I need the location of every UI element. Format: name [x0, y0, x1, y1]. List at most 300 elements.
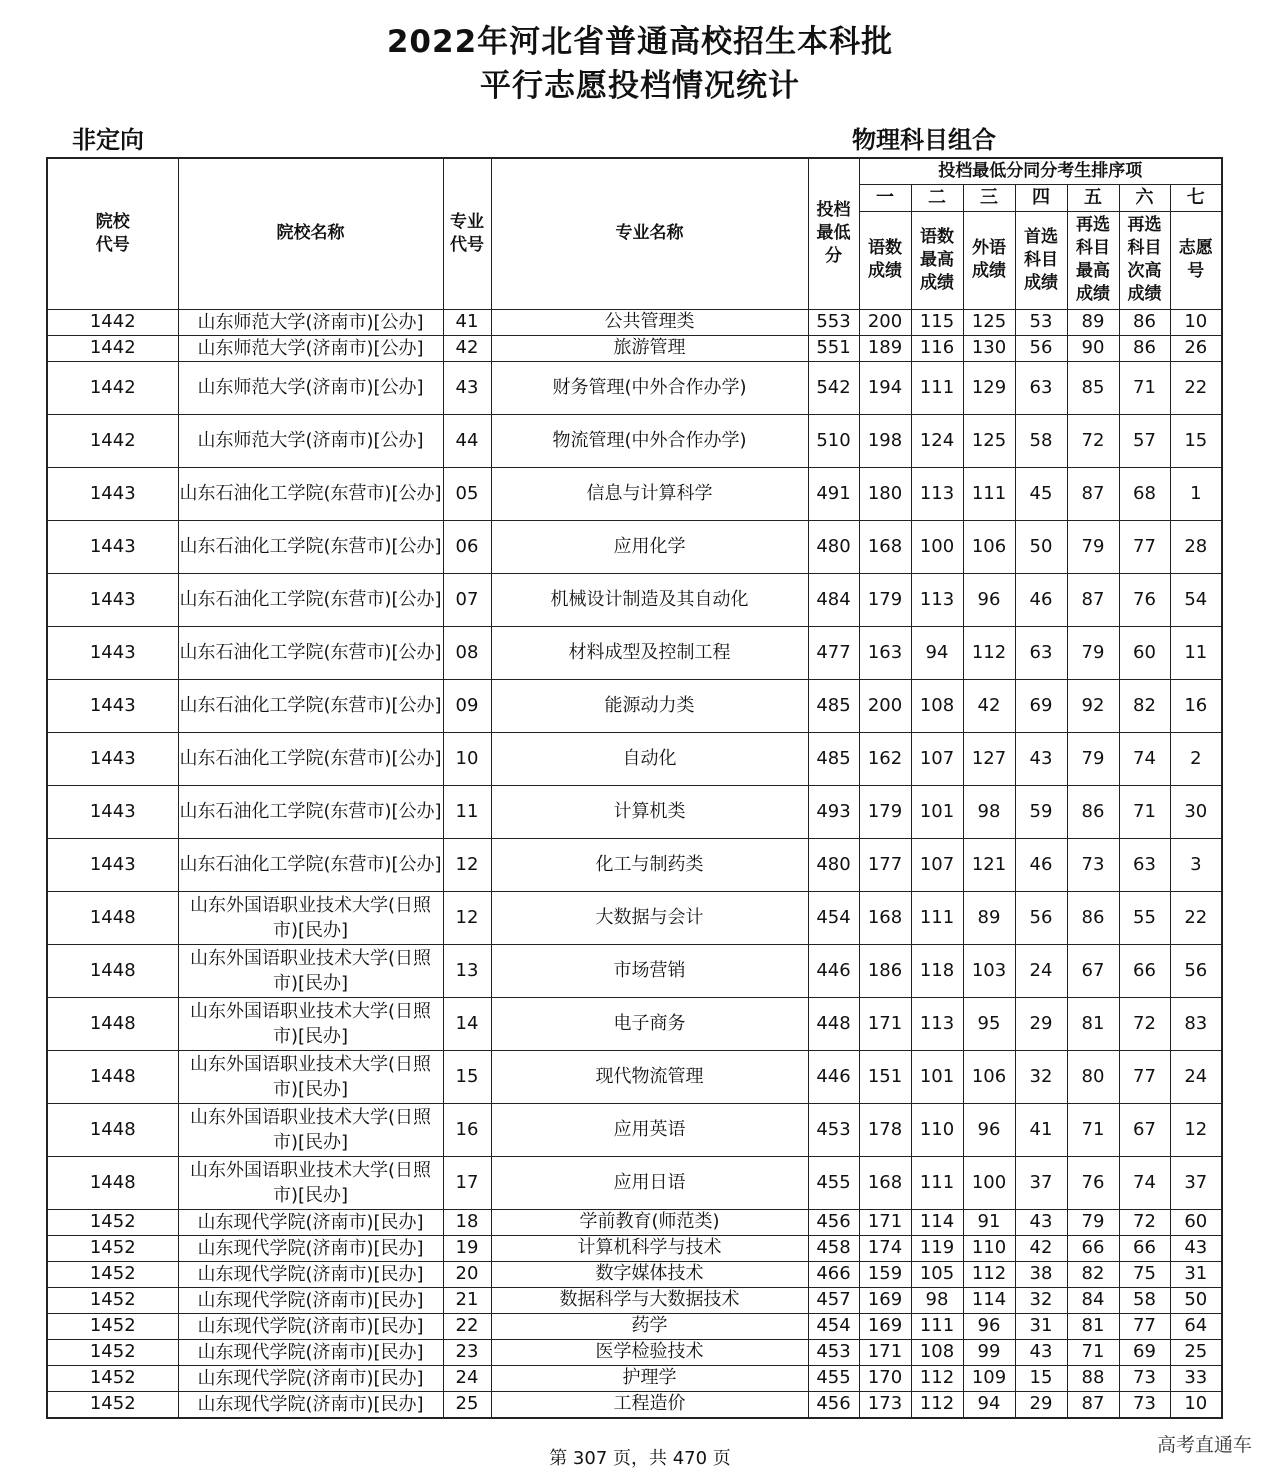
score-first-subject-cell: 29 — [1015, 1391, 1067, 1418]
admission-table — [46, 157, 1223, 1419]
min-score-cell: 458 — [808, 1235, 859, 1261]
score-first-subject-cell: 32 — [1015, 1050, 1067, 1103]
score-chinese-math-max-cell: 108 — [911, 679, 963, 732]
major-code-cell: 25 — [443, 1391, 491, 1418]
school-name-cell: 山东现代学院(济南市)[民办] — [178, 1261, 443, 1287]
school-name-cell: 山东现代学院(济南市)[民办] — [178, 1391, 443, 1418]
score-foreign-lang-cell: 125 — [963, 309, 1015, 335]
score-chinese-math-cell: 168 — [859, 1156, 911, 1209]
school-code-cell: 1443 — [47, 679, 178, 732]
page-title-line2: 平行志愿投档情况统计 — [480, 68, 800, 104]
score-foreign-lang-cell: 112 — [963, 1261, 1015, 1287]
school-code-cell: 1443 — [47, 626, 178, 679]
score-second-subject-max-cell: 72 — [1067, 414, 1119, 467]
school-name-cell: 山东外国语职业技术大学(日照市)[民办] — [178, 1156, 443, 1209]
score-chinese-math-max-cell: 101 — [911, 785, 963, 838]
score-first-subject-cell: 15 — [1015, 1365, 1067, 1391]
preference-number-cell: 16 — [1170, 679, 1222, 732]
major-code-cell: 20 — [443, 1261, 491, 1287]
table-row — [47, 414, 1222, 467]
school-code-cell: 1448 — [47, 891, 178, 944]
major-code-cell: 12 — [443, 838, 491, 891]
preference-number-cell: 54 — [1170, 573, 1222, 626]
preference-number-cell: 64 — [1170, 1313, 1222, 1339]
score-second-subject-max-cell: 92 — [1067, 679, 1119, 732]
school-name-cell: 山东石油化工学院(东营市)[公办] — [178, 467, 443, 520]
major-code-cell: 22 — [443, 1313, 491, 1339]
min-score-cell: 455 — [808, 1365, 859, 1391]
score-second-subject-max-cell: 85 — [1067, 361, 1119, 414]
table-row — [47, 1365, 1222, 1391]
score-chinese-math-cell: 159 — [859, 1261, 911, 1287]
major-code-cell: 08 — [443, 626, 491, 679]
score-first-subject-cell: 24 — [1015, 944, 1067, 997]
category-label: 非定向 — [72, 126, 144, 154]
min-score-cell: 453 — [808, 1103, 859, 1156]
score-chinese-math-cell: 180 — [859, 467, 911, 520]
preference-number-cell: 3 — [1170, 838, 1222, 891]
score-second-subject-max-cell: 87 — [1067, 467, 1119, 520]
score-foreign-lang-cell: 112 — [963, 626, 1015, 679]
preference-number-cell: 56 — [1170, 944, 1222, 997]
min-score-cell: 553 — [808, 309, 859, 335]
score-second-subject-max-cell: 79 — [1067, 1209, 1119, 1235]
school-name-cell: 山东外国语职业技术大学(日照市)[民办] — [178, 1103, 443, 1156]
score-first-subject-cell: 58 — [1015, 414, 1067, 467]
min-score-cell: 446 — [808, 1050, 859, 1103]
school-code-cell: 1443 — [47, 732, 178, 785]
min-score-cell: 484 — [808, 573, 859, 626]
table-row — [47, 1287, 1222, 1313]
score-first-subject-cell: 69 — [1015, 679, 1067, 732]
school-name-cell: 山东石油化工学院(东营市)[公办] — [178, 626, 443, 679]
score-chinese-math-max-cell: 113 — [911, 467, 963, 520]
score-chinese-math-cell: 163 — [859, 626, 911, 679]
page-footer: 第 307 页，共 470 页 — [549, 1448, 731, 1469]
score-chinese-math-cell: 171 — [859, 1209, 911, 1235]
school-name-cell: 山东现代学院(济南市)[民办] — [178, 1313, 443, 1339]
school-code-cell: 1448 — [47, 1103, 178, 1156]
major-code-cell: 19 — [443, 1235, 491, 1261]
score-chinese-math-cell: 170 — [859, 1365, 911, 1391]
school-code-cell: 1443 — [47, 520, 178, 573]
major-code-cell: 44 — [443, 414, 491, 467]
header-tiebreak-num: 三 — [963, 184, 1015, 211]
min-score-cell: 448 — [808, 997, 859, 1050]
score-chinese-math-max-cell: 119 — [911, 1235, 963, 1261]
school-code-cell: 1452 — [47, 1365, 178, 1391]
header-tiebreak-item: 语数最高成绩 — [911, 211, 963, 309]
score-first-subject-cell: 46 — [1015, 573, 1067, 626]
score-second-subject-next-cell: 66 — [1119, 944, 1170, 997]
min-score-cell: 485 — [808, 732, 859, 785]
min-score-cell: 456 — [808, 1209, 859, 1235]
score-second-subject-next-cell: 55 — [1119, 891, 1170, 944]
table-row — [47, 944, 1222, 997]
header-tiebreak-item: 首选科目成绩 — [1015, 211, 1067, 309]
table-row — [47, 891, 1222, 944]
school-code-cell: 1442 — [47, 361, 178, 414]
school-name-cell: 山东石油化工学院(东营市)[公办] — [178, 732, 443, 785]
school-code-cell: 1448 — [47, 1156, 178, 1209]
major-code-cell: 07 — [443, 573, 491, 626]
table-row — [47, 520, 1222, 573]
score-first-subject-cell: 43 — [1015, 1209, 1067, 1235]
header-tiebreak-num: 四 — [1015, 184, 1067, 211]
score-foreign-lang-cell: 111 — [963, 467, 1015, 520]
score-chinese-math-cell: 171 — [859, 997, 911, 1050]
score-first-subject-cell: 63 — [1015, 626, 1067, 679]
major-code-cell: 42 — [443, 335, 491, 361]
school-code-cell: 1448 — [47, 997, 178, 1050]
header-tiebreak-group: 投档最低分同分考生排序项 — [859, 158, 1222, 184]
preference-number-cell: 2 — [1170, 732, 1222, 785]
table-row — [47, 1103, 1222, 1156]
preference-number-cell: 37 — [1170, 1156, 1222, 1209]
score-first-subject-cell: 37 — [1015, 1156, 1067, 1209]
preference-number-cell: 1 — [1170, 467, 1222, 520]
score-foreign-lang-cell: 42 — [963, 679, 1015, 732]
major-code-cell: 43 — [443, 361, 491, 414]
school-code-cell: 1443 — [47, 785, 178, 838]
score-second-subject-max-cell: 88 — [1067, 1365, 1119, 1391]
score-second-subject-next-cell: 71 — [1119, 361, 1170, 414]
school-code-cell: 1448 — [47, 1050, 178, 1103]
score-chinese-math-max-cell: 111 — [911, 1313, 963, 1339]
school-name-cell: 山东师范大学(济南市)[公办] — [178, 361, 443, 414]
score-chinese-math-cell: 189 — [859, 335, 911, 361]
score-chinese-math-cell: 162 — [859, 732, 911, 785]
score-foreign-lang-cell: 110 — [963, 1235, 1015, 1261]
min-score-cell: 480 — [808, 520, 859, 573]
score-chinese-math-cell: 171 — [859, 1339, 911, 1365]
score-second-subject-next-cell: 67 — [1119, 1103, 1170, 1156]
major-name-cell: 现代物流管理 — [491, 1050, 808, 1103]
major-name-cell: 物流管理(中外合作办学) — [491, 414, 808, 467]
score-chinese-math-max-cell: 111 — [911, 891, 963, 944]
table-row — [47, 732, 1222, 785]
score-foreign-lang-cell: 103 — [963, 944, 1015, 997]
score-first-subject-cell: 53 — [1015, 309, 1067, 335]
score-second-subject-next-cell: 58 — [1119, 1287, 1170, 1313]
school-code-cell: 1442 — [47, 309, 178, 335]
major-code-cell: 18 — [443, 1209, 491, 1235]
school-code-cell: 1442 — [47, 414, 178, 467]
score-chinese-math-cell: 173 — [859, 1391, 911, 1418]
score-chinese-math-cell: 168 — [859, 891, 911, 944]
score-chinese-math-cell: 168 — [859, 520, 911, 573]
score-second-subject-max-cell: 76 — [1067, 1156, 1119, 1209]
score-first-subject-cell: 56 — [1015, 891, 1067, 944]
score-second-subject-next-cell: 73 — [1119, 1391, 1170, 1418]
major-name-cell: 机械设计制造及其自动化 — [491, 573, 808, 626]
header-tiebreak-item: 再选科目最高成绩 — [1067, 211, 1119, 309]
score-second-subject-max-cell: 89 — [1067, 309, 1119, 335]
major-code-cell: 10 — [443, 732, 491, 785]
score-chinese-math-max-cell: 98 — [911, 1287, 963, 1313]
score-first-subject-cell: 50 — [1015, 520, 1067, 573]
major-name-cell: 化工与制药类 — [491, 838, 808, 891]
school-name-cell: 山东师范大学(济南市)[公办] — [178, 309, 443, 335]
header-tiebreak-num: 二 — [911, 184, 963, 211]
table-row — [47, 361, 1222, 414]
major-name-cell: 计算机科学与技术 — [491, 1235, 808, 1261]
score-second-subject-next-cell: 60 — [1119, 626, 1170, 679]
score-foreign-lang-cell: 125 — [963, 414, 1015, 467]
school-name-cell: 山东现代学院(济南市)[民办] — [178, 1209, 443, 1235]
preference-number-cell: 60 — [1170, 1209, 1222, 1235]
table-row — [47, 309, 1222, 335]
school-name-cell: 山东石油化工学院(东营市)[公办] — [178, 520, 443, 573]
major-name-cell: 电子商务 — [491, 997, 808, 1050]
major-code-cell: 15 — [443, 1050, 491, 1103]
major-name-cell: 自动化 — [491, 732, 808, 785]
score-second-subject-max-cell: 71 — [1067, 1103, 1119, 1156]
school-name-cell: 山东石油化工学院(东营市)[公办] — [178, 838, 443, 891]
score-second-subject-next-cell: 72 — [1119, 997, 1170, 1050]
major-code-cell: 24 — [443, 1365, 491, 1391]
min-score-cell: 485 — [808, 679, 859, 732]
score-second-subject-next-cell: 77 — [1119, 1313, 1170, 1339]
score-first-subject-cell: 59 — [1015, 785, 1067, 838]
header-school-code: 院校代号 — [47, 158, 178, 309]
score-second-subject-max-cell: 86 — [1067, 891, 1119, 944]
score-first-subject-cell: 56 — [1015, 335, 1067, 361]
score-foreign-lang-cell: 129 — [963, 361, 1015, 414]
school-code-cell: 1452 — [47, 1209, 178, 1235]
table-row — [47, 785, 1222, 838]
score-foreign-lang-cell: 109 — [963, 1365, 1015, 1391]
preference-number-cell: 10 — [1170, 1391, 1222, 1418]
major-name-cell: 公共管理类 — [491, 309, 808, 335]
table-row — [47, 679, 1222, 732]
major-code-cell: 06 — [443, 520, 491, 573]
major-name-cell: 护理学 — [491, 1365, 808, 1391]
school-code-cell: 1452 — [47, 1261, 178, 1287]
score-first-subject-cell: 41 — [1015, 1103, 1067, 1156]
score-foreign-lang-cell: 127 — [963, 732, 1015, 785]
score-second-subject-max-cell: 80 — [1067, 1050, 1119, 1103]
score-chinese-math-max-cell: 101 — [911, 1050, 963, 1103]
min-score-cell: 491 — [808, 467, 859, 520]
header-tiebreak-item: 志愿号 — [1170, 211, 1222, 309]
min-score-cell: 454 — [808, 891, 859, 944]
preference-number-cell: 10 — [1170, 309, 1222, 335]
score-first-subject-cell: 43 — [1015, 732, 1067, 785]
major-code-cell: 16 — [443, 1103, 491, 1156]
score-chinese-math-max-cell: 113 — [911, 573, 963, 626]
table-row — [47, 573, 1222, 626]
score-foreign-lang-cell: 106 — [963, 520, 1015, 573]
score-chinese-math-cell: 178 — [859, 1103, 911, 1156]
watermark: 高考直通车 — [1156, 1434, 1252, 1456]
score-foreign-lang-cell: 96 — [963, 1313, 1015, 1339]
score-second-subject-max-cell: 87 — [1067, 1391, 1119, 1418]
table-row — [47, 626, 1222, 679]
score-chinese-math-cell: 198 — [859, 414, 911, 467]
major-name-cell: 旅游管理 — [491, 335, 808, 361]
school-name-cell: 山东外国语职业技术大学(日照市)[民办] — [178, 944, 443, 997]
score-chinese-math-max-cell: 110 — [911, 1103, 963, 1156]
score-foreign-lang-cell: 114 — [963, 1287, 1015, 1313]
major-name-cell: 应用英语 — [491, 1103, 808, 1156]
score-foreign-lang-cell: 121 — [963, 838, 1015, 891]
major-code-cell: 21 — [443, 1287, 491, 1313]
score-chinese-math-cell: 194 — [859, 361, 911, 414]
score-chinese-math-max-cell: 115 — [911, 309, 963, 335]
min-score-cell: 466 — [808, 1261, 859, 1287]
preference-number-cell: 12 — [1170, 1103, 1222, 1156]
preference-number-cell: 31 — [1170, 1261, 1222, 1287]
major-name-cell: 市场营销 — [491, 944, 808, 997]
score-foreign-lang-cell: 96 — [963, 1103, 1015, 1156]
major-name-cell: 材料成型及控制工程 — [491, 626, 808, 679]
school-code-cell: 1443 — [47, 467, 178, 520]
min-score-cell: 456 — [808, 1391, 859, 1418]
header-min-score: 投档最低分 — [808, 158, 859, 309]
score-chinese-math-max-cell: 113 — [911, 997, 963, 1050]
table-row — [47, 467, 1222, 520]
preference-number-cell: 43 — [1170, 1235, 1222, 1261]
school-code-cell: 1452 — [47, 1287, 178, 1313]
school-name-cell: 山东石油化工学院(东营市)[公办] — [178, 679, 443, 732]
table-row — [47, 1339, 1222, 1365]
score-foreign-lang-cell: 99 — [963, 1339, 1015, 1365]
preference-number-cell: 50 — [1170, 1287, 1222, 1313]
score-chinese-math-max-cell: 111 — [911, 361, 963, 414]
score-chinese-math-max-cell: 108 — [911, 1339, 963, 1365]
major-name-cell: 财务管理(中外合作办学) — [491, 361, 808, 414]
preference-number-cell: 11 — [1170, 626, 1222, 679]
score-second-subject-max-cell: 87 — [1067, 573, 1119, 626]
preference-number-cell: 83 — [1170, 997, 1222, 1050]
major-name-cell: 计算机类 — [491, 785, 808, 838]
score-chinese-math-max-cell: 116 — [911, 335, 963, 361]
score-second-subject-next-cell: 74 — [1119, 1156, 1170, 1209]
score-chinese-math-max-cell: 107 — [911, 838, 963, 891]
table-row — [47, 1209, 1222, 1235]
score-chinese-math-max-cell: 112 — [911, 1391, 963, 1418]
preference-number-cell: 28 — [1170, 520, 1222, 573]
header-tiebreak-num: 一 — [859, 184, 911, 211]
min-score-cell: 493 — [808, 785, 859, 838]
table-row — [47, 1261, 1222, 1287]
score-chinese-math-max-cell: 114 — [911, 1209, 963, 1235]
preference-number-cell: 22 — [1170, 891, 1222, 944]
header-tiebreak-item: 再选科目次高成绩 — [1119, 211, 1170, 309]
major-name-cell: 数据科学与大数据技术 — [491, 1287, 808, 1313]
score-foreign-lang-cell: 100 — [963, 1156, 1015, 1209]
min-score-cell: 446 — [808, 944, 859, 997]
score-first-subject-cell: 43 — [1015, 1339, 1067, 1365]
score-second-subject-next-cell: 77 — [1119, 520, 1170, 573]
score-second-subject-next-cell: 74 — [1119, 732, 1170, 785]
major-name-cell: 药学 — [491, 1313, 808, 1339]
score-chinese-math-max-cell: 118 — [911, 944, 963, 997]
score-first-subject-cell: 29 — [1015, 997, 1067, 1050]
school-code-cell: 1452 — [47, 1391, 178, 1418]
table-row — [47, 1235, 1222, 1261]
score-first-subject-cell: 38 — [1015, 1261, 1067, 1287]
school-code-cell: 1452 — [47, 1339, 178, 1365]
score-chinese-math-cell: 200 — [859, 679, 911, 732]
table-row — [47, 1313, 1222, 1339]
score-second-subject-next-cell: 77 — [1119, 1050, 1170, 1103]
score-first-subject-cell: 42 — [1015, 1235, 1067, 1261]
school-name-cell: 山东外国语职业技术大学(日照市)[民办] — [178, 997, 443, 1050]
min-score-cell: 453 — [808, 1339, 859, 1365]
score-foreign-lang-cell: 130 — [963, 335, 1015, 361]
score-chinese-math-max-cell: 94 — [911, 626, 963, 679]
score-second-subject-next-cell: 72 — [1119, 1209, 1170, 1235]
major-name-cell: 信息与计算科学 — [491, 467, 808, 520]
major-name-cell: 大数据与会计 — [491, 891, 808, 944]
score-second-subject-max-cell: 79 — [1067, 732, 1119, 785]
score-second-subject-max-cell: 79 — [1067, 520, 1119, 573]
score-foreign-lang-cell: 89 — [963, 891, 1015, 944]
min-score-cell: 480 — [808, 838, 859, 891]
score-second-subject-max-cell: 71 — [1067, 1339, 1119, 1365]
header-tiebreak-item: 语数成绩 — [859, 211, 911, 309]
score-foreign-lang-cell: 106 — [963, 1050, 1015, 1103]
score-second-subject-max-cell: 67 — [1067, 944, 1119, 997]
min-score-cell: 477 — [808, 626, 859, 679]
score-second-subject-max-cell: 73 — [1067, 838, 1119, 891]
score-second-subject-max-cell: 84 — [1067, 1287, 1119, 1313]
score-chinese-math-cell: 179 — [859, 785, 911, 838]
preference-number-cell: 22 — [1170, 361, 1222, 414]
score-first-subject-cell: 45 — [1015, 467, 1067, 520]
header-major-code: 专业代号 — [443, 158, 491, 309]
preference-number-cell: 30 — [1170, 785, 1222, 838]
school-name-cell: 山东现代学院(济南市)[民办] — [178, 1235, 443, 1261]
preference-number-cell: 33 — [1170, 1365, 1222, 1391]
school-code-cell: 1443 — [47, 573, 178, 626]
score-chinese-math-cell: 174 — [859, 1235, 911, 1261]
score-second-subject-next-cell: 75 — [1119, 1261, 1170, 1287]
preference-number-cell: 24 — [1170, 1050, 1222, 1103]
preference-number-cell: 15 — [1170, 414, 1222, 467]
score-second-subject-next-cell: 76 — [1119, 573, 1170, 626]
school-name-cell: 山东师范大学(济南市)[公办] — [178, 335, 443, 361]
major-name-cell: 能源动力类 — [491, 679, 808, 732]
school-code-cell: 1442 — [47, 335, 178, 361]
header-tiebreak-item: 外语成绩 — [963, 211, 1015, 309]
school-name-cell: 山东现代学院(济南市)[民办] — [178, 1365, 443, 1391]
major-name-cell: 医学检验技术 — [491, 1339, 808, 1365]
score-second-subject-next-cell: 86 — [1119, 335, 1170, 361]
table-row — [47, 838, 1222, 891]
header-tiebreak-num: 六 — [1119, 184, 1170, 211]
header-tiebreak-num: 七 — [1170, 184, 1222, 211]
header-school-name: 院校名称 — [178, 158, 443, 309]
school-code-cell: 1452 — [47, 1235, 178, 1261]
score-first-subject-cell: 63 — [1015, 361, 1067, 414]
major-name-cell: 学前教育(师范类) — [491, 1209, 808, 1235]
major-name-cell: 应用化学 — [491, 520, 808, 573]
score-second-subject-next-cell: 86 — [1119, 309, 1170, 335]
major-name-cell: 应用日语 — [491, 1156, 808, 1209]
score-second-subject-next-cell: 57 — [1119, 414, 1170, 467]
major-code-cell: 41 — [443, 309, 491, 335]
score-chinese-math-cell: 200 — [859, 309, 911, 335]
school-code-cell: 1448 — [47, 944, 178, 997]
score-chinese-math-cell: 169 — [859, 1313, 911, 1339]
score-chinese-math-max-cell: 105 — [911, 1261, 963, 1287]
major-code-cell: 23 — [443, 1339, 491, 1365]
subject-combination-label: 物理科目组合 — [852, 126, 996, 154]
score-second-subject-max-cell: 81 — [1067, 1313, 1119, 1339]
